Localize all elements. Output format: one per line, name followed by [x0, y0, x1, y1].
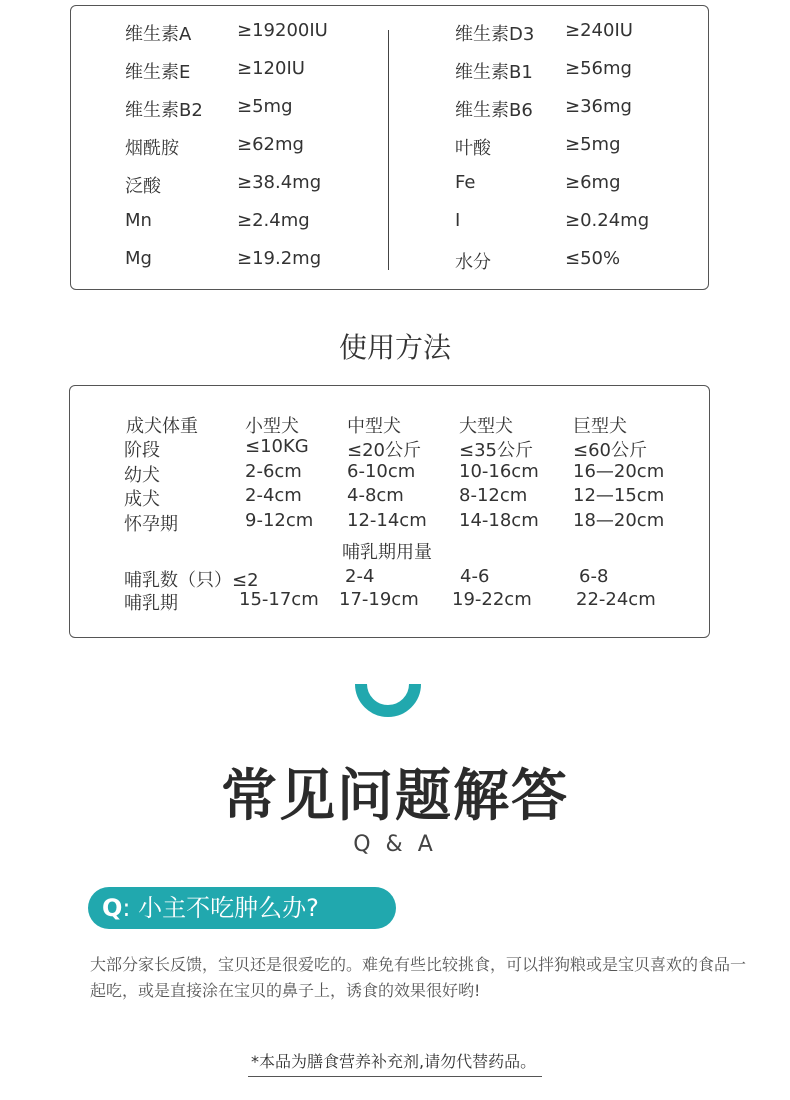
usage-cell: ≤20公斤	[347, 440, 421, 461]
lactation-cell: 2-4	[345, 566, 375, 587]
qa-title: 常见问题解答	[221, 764, 569, 829]
usage-header-cell: 成犬体重	[126, 416, 198, 437]
nutrient-value: ≥2.4mg	[237, 210, 310, 231]
usage-cell: ≤60公斤	[573, 440, 647, 461]
usage-cell: 怀孕期	[124, 513, 178, 535]
nutrient-value: ≥5mg	[565, 134, 621, 155]
nutrient-value: ≥19200IU	[237, 20, 328, 41]
usage-cell: 8-12cm	[459, 485, 528, 506]
usage-cell: 16—20cm	[573, 460, 665, 482]
footnote-underline	[248, 1076, 542, 1077]
nutrient-value: ≥5mg	[237, 96, 293, 117]
question-pill	[88, 887, 396, 929]
nutrient-name: 维生素A	[125, 24, 192, 45]
lactation-cell: 22-24cm	[576, 589, 656, 610]
nutrient-value: ≥240IU	[565, 20, 633, 41]
nutrient-name: 维生素B1	[455, 62, 533, 83]
usage-header-cell: 巨型犬	[573, 416, 627, 437]
nutrient-name: 水分	[455, 252, 491, 273]
usage-cell: 2-6cm	[245, 460, 302, 482]
question-mark: Q	[102, 894, 123, 922]
nutrient-value: ≥38.4mg	[237, 172, 322, 193]
nutrient-value: ≥56mg	[565, 58, 632, 79]
answer-text: 大部分家长反馈，宝贝还是很爱吃的。难免有些比较挑食，可以拌狗粮或是宝贝喜欢的食品一起吃，或是直接涂在宝贝的鼻子上，诱食的效果很好哟!	[90, 955, 747, 1000]
footnote: *本品为膳食营养补充剂,请勿代替药品。	[251, 1052, 537, 1071]
usage-cell: 4-8cm	[347, 485, 404, 506]
usage-cell: 12-14cm	[347, 509, 427, 531]
nutrient-name: Fe	[455, 172, 476, 193]
question-text: : 小主不吃肿么办?	[122, 894, 319, 922]
nutrient-name: 维生素D3	[455, 24, 535, 45]
nutrient-value: ≤50%	[565, 248, 621, 269]
usage-title: 使用方法	[338, 331, 451, 364]
usage-cell: 14-18cm	[459, 509, 539, 531]
nutrient-name: Mn	[125, 210, 152, 231]
nutrient-value: ≥19.2mg	[237, 248, 322, 269]
lactation-cell: 6-8	[579, 566, 609, 587]
lactation-cell: 19-22cm	[452, 589, 532, 610]
usage-cell: 成犬	[124, 489, 160, 510]
nutrient-name: 维生素E	[125, 62, 191, 83]
usage-header-cell: 大型犬	[459, 416, 513, 437]
lactation-cell: 哺乳期	[124, 593, 178, 614]
usage-cell: 幼犬	[124, 464, 160, 486]
lactation-cell: 17-19cm	[339, 589, 419, 610]
nutrient-name: I	[455, 210, 461, 231]
usage-cell: 2-4cm	[245, 485, 302, 506]
usage-cell: ≤35公斤	[459, 440, 533, 461]
lactation-cell: 4-6	[460, 566, 490, 587]
nutrient-name: 维生素B2	[125, 100, 203, 121]
lactation-cell: 哺乳数（只）≤2	[124, 570, 259, 591]
lactation-cell: 15-17cm	[239, 589, 319, 610]
usage-header-cell: 中型犬	[347, 416, 401, 437]
nutrient-value: ≥36mg	[565, 96, 632, 117]
nutrient-name: 维生素B6	[455, 100, 533, 121]
nutrient-name: 泛酸	[125, 176, 161, 197]
nutrient-value: ≥120IU	[237, 58, 305, 79]
nutrient-value: ≥0.24mg	[565, 210, 650, 231]
nutrient-value: ≥62mg	[237, 134, 304, 155]
usage-cell: 阶段	[124, 440, 160, 461]
nutrient-divider	[388, 30, 389, 270]
usage-cell: ≤10KG	[245, 436, 309, 457]
usage-cell: 12—15cm	[573, 485, 665, 506]
arc-decoration-icon	[355, 684, 421, 718]
usage-cell: 18—20cm	[573, 509, 665, 531]
nutrient-name: 烟酰胺	[125, 138, 179, 159]
usage-cell: 6-10cm	[347, 460, 416, 482]
nutrient-value: ≥6mg	[565, 172, 621, 193]
usage-cell: 10-16cm	[459, 460, 539, 482]
usage-cell: 9-12cm	[245, 509, 314, 531]
lactation-heading: 哺乳期用量	[342, 542, 432, 563]
qa-subtitle: Q & A	[353, 832, 437, 857]
usage-header-cell: 小型犬	[245, 416, 299, 437]
nutrient-name: Mg	[125, 248, 152, 269]
nutrient-name: 叶酸	[455, 138, 491, 159]
